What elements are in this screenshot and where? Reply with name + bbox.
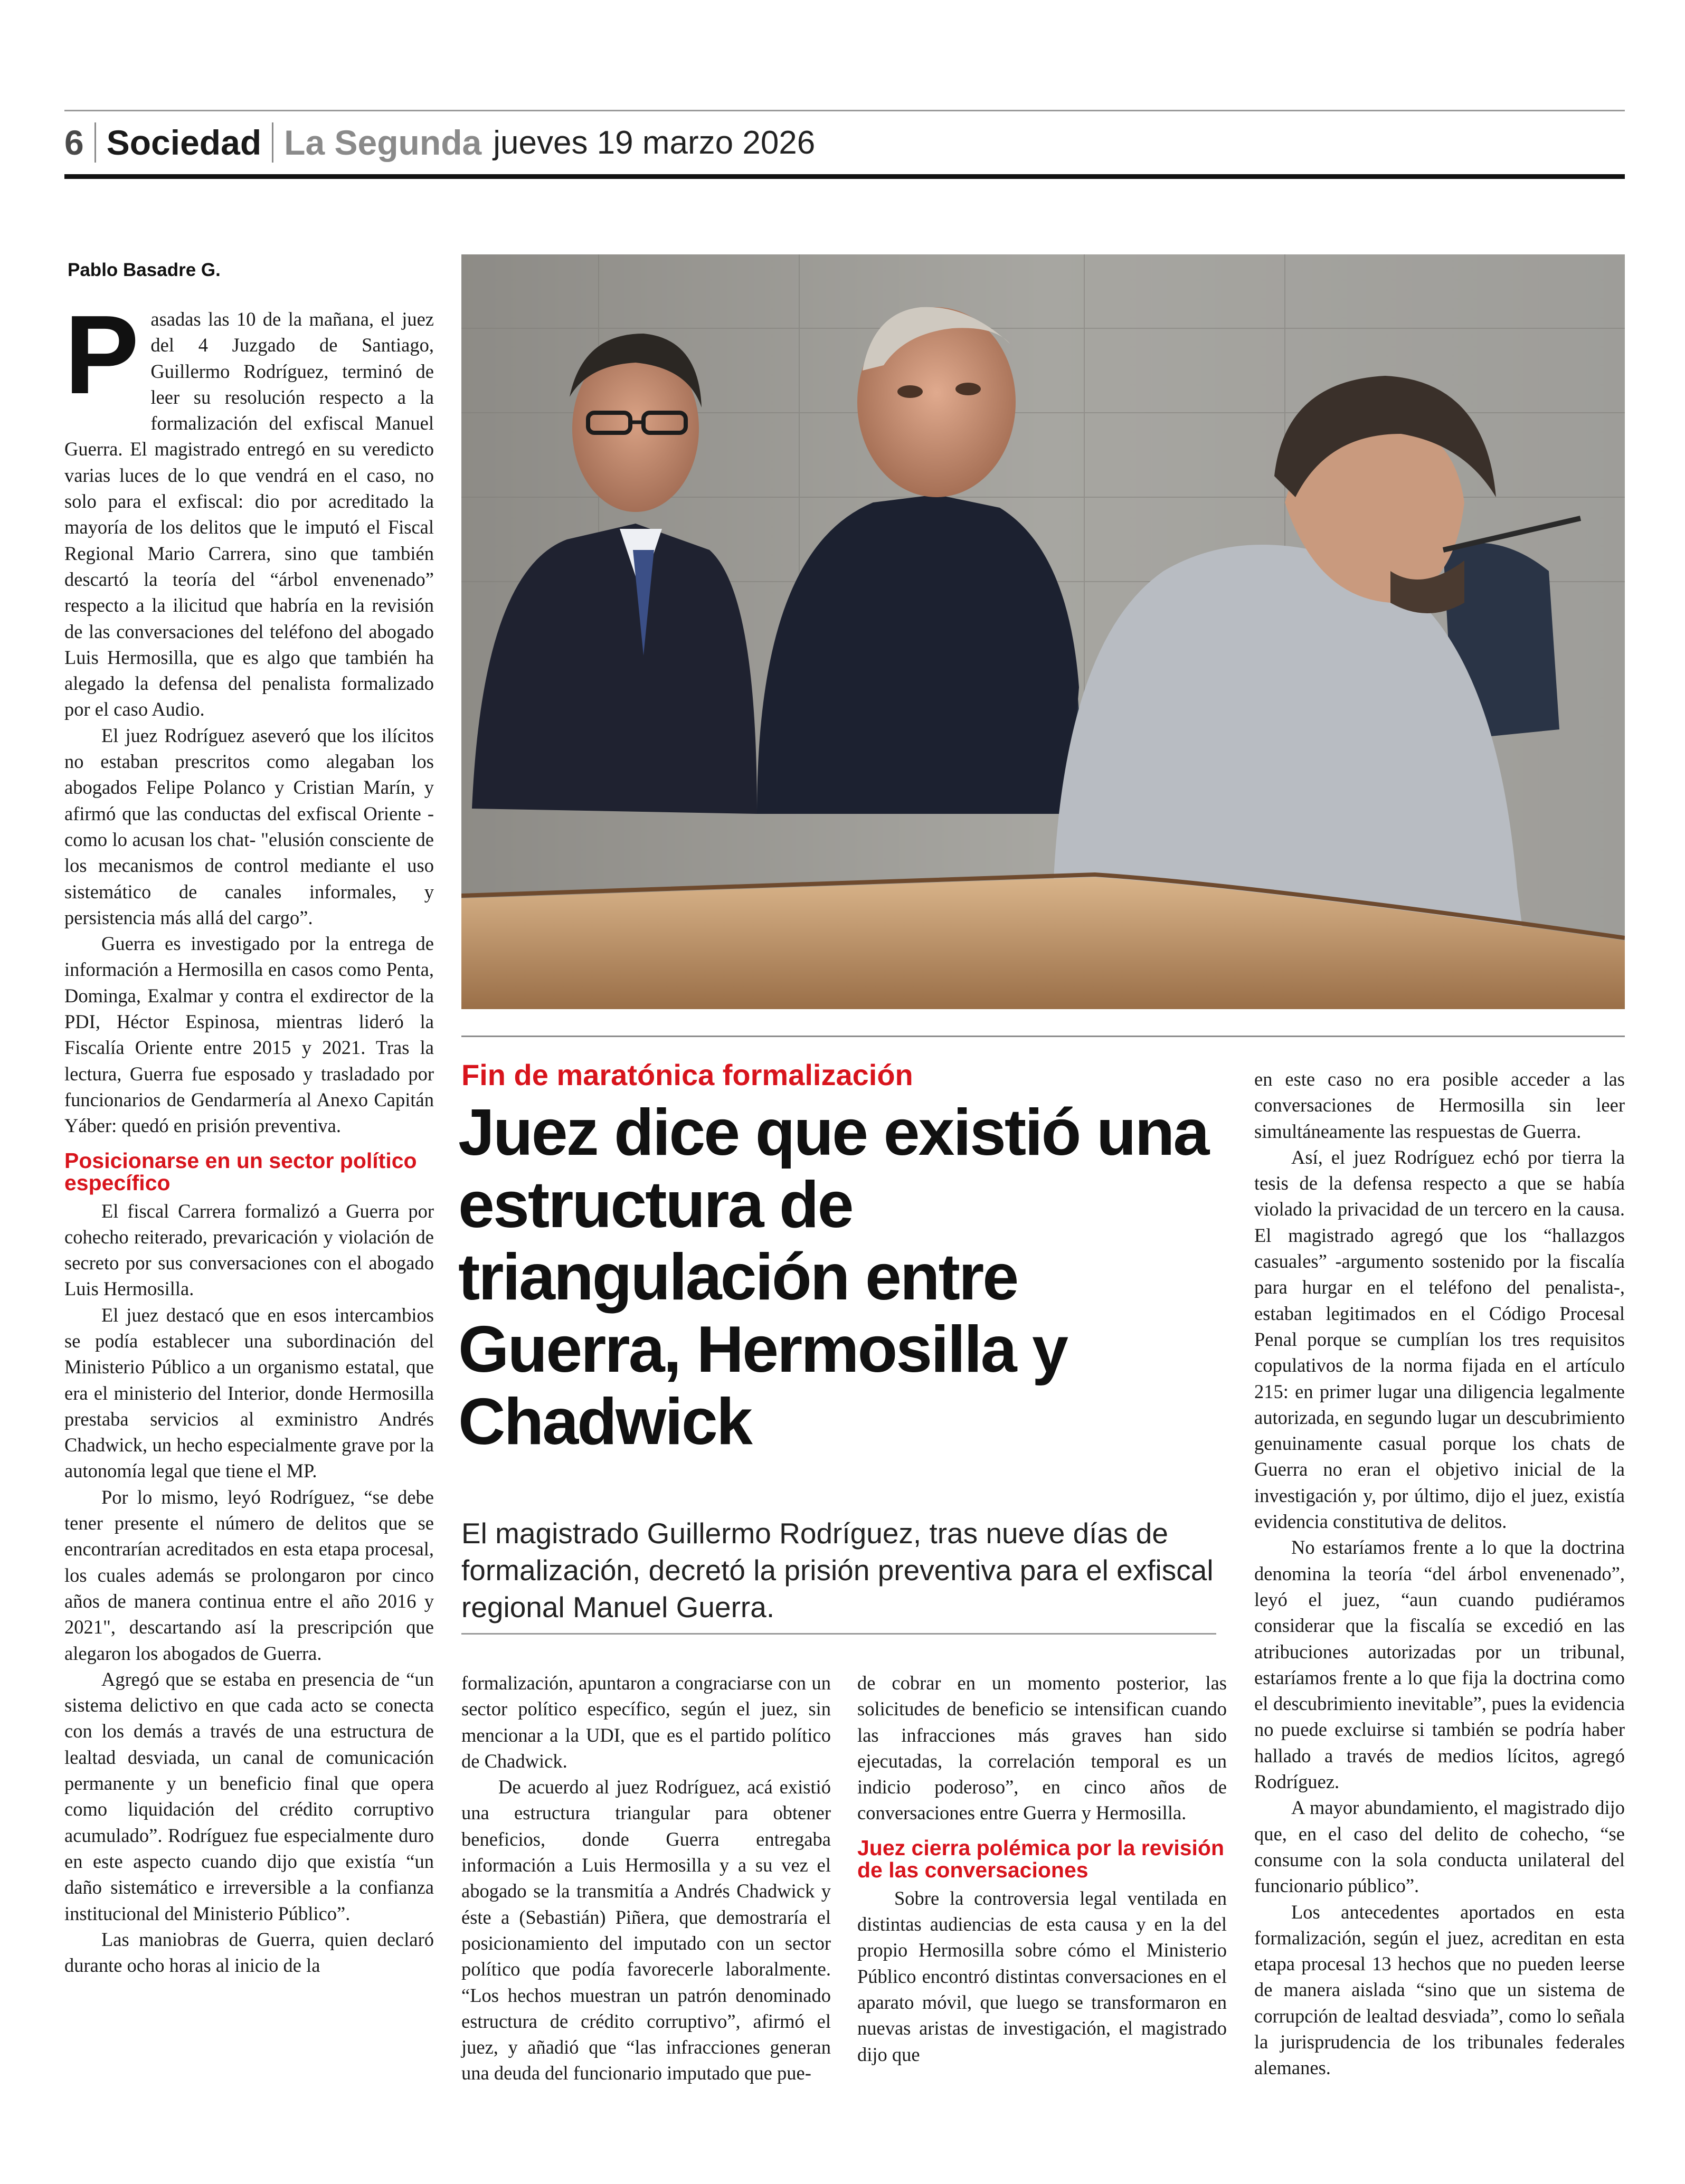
body-paragraph: formalización, apuntaron a congraciarse con un sector político específico, según el juez, sin mencionar a la UDI, que es el partido político de Chadwick. <box>461 1672 831 1772</box>
body-paragraph: De acuerdo al juez Rodríguez, acá existió una estructura triangular para obtener beneficios, donde Guerra entregaba información a Luis Hermosilla y a su vez el abogado se la transmitía a Andrés Chadwick y éste a (Sebastián) Piñera, que demostraría el posicionamiento del imputado con un sector político que podía favorecerle laboralmente. “Los hechos muestran un patrón denominado estructura de crédito corruptivo”, afirmó el juez, y añadió que “las infracciones generan una deuda del funcionario imputado que pue- <box>461 1776 831 2084</box>
newspaper-name: La Segunda <box>284 123 482 162</box>
body-paragraph: El juez destacó que en esos intercambios se podía establecer una subordinación del Ministerio Público a un organismo estatal, que era el ministerio del Interior, donde Hermosilla prestaba servicios al exministro Andrés Chadwick, un hecho especialmente grave por la autonomía legal que tiene el MP. <box>64 1304 434 1482</box>
deck-divider <box>461 1633 1216 1635</box>
body-paragraph: El fiscal Carrera formalizó a Guerra por cohecho reiterado, prevaricación y violación de secreto por sus conversaciones con el abogado Luis Hermosilla. <box>64 1200 434 1300</box>
body-paragraph: Sobre la controversia legal ventilada en distintas audiencias de esta causa y en la del propio Hermosilla sobre cómo el Ministerio Público encontró distintas conversaciones en el aparato móvil, que luego se transformaron en nuevas aristas de investigación, el magistrado dijo que <box>857 1887 1227 2065</box>
kicker: Fin de maratónica formalización <box>461 1058 913 1091</box>
header-bottom-rule <box>64 174 1625 179</box>
section-name: Sociedad <box>106 123 262 162</box>
body-paragraph: El juez Rodríguez aseveró que los ilícitos no estaban prescritos como alegaban los abogados Felipe Polanco y Cristian Marín, y afirmó que las conductas del exfiscal Oriente -como lo acusan los chat- "elusión consciente de los mecanismos de control mediante el uso sistemático de canales informales, y persistencia más allá del cargo”. <box>64 724 434 928</box>
page-header <box>64 117 815 168</box>
article-photo <box>461 254 1625 1009</box>
article-column-4 <box>1254 1066 1625 2081</box>
article-column-1 <box>64 292 434 1978</box>
body-paragraph: Guerra es investigado por la entrega de información a Hermosilla en casos como Penta, Dominga, Exalmar y contra el exdirector de la PDI, Héctor Espinosa, mientras lideró la Fiscalía Oriente entre 2015 y 2021. Tras la lectura, Guerra fue esposado y trasladado por funcionarios de Gendarmería al Anexo Capitán Yáber: quedó en prisión preventiva. <box>64 933 434 1137</box>
body-paragraph: en este caso no era posible acceder a las conversaciones de Hermosilla sin leer simultáneamente las respuestas de Guerra. <box>1254 1068 1625 1142</box>
header-divider <box>272 122 273 163</box>
article-column-2 <box>461 1670 831 2086</box>
page-number: 6 <box>64 123 84 162</box>
headline: Juez dice que existió una estructura de triangulación entre Guerra, Hermosilla y Chadwick <box>458 1096 1208 1458</box>
body-paragraph: Agregó que se estaba en presencia de “un sistema delictivo en que cada acto se conecta con los demás a través de una estructura de lealtad desviada, un canal de comunicación permanente y un beneficio final que opera como liquidación del crédito corruptivo acumulado”. Rodríguez fue especialmente duro en este aspecto cuando dijo que existía “un daño sistemático e irreversible a la confianza institucional del Ministerio Público”. <box>64 1668 434 1924</box>
body-paragraph: No estaríamos frente a lo que la doctrina denomina la teoría “del árbol envenenado”, leyó el juez, “aun cuando pudiéramos considerar que la fiscalía se excedió en las atribuciones autorizadas por un tribunal, estaríamos frente a lo que fija la doctrina como el descubrimiento inevitable”, pues la evidencia no puede excluirse si también se podría haber hallado a través de medios lícitos, agregó Rodríguez. <box>1254 1536 1625 1793</box>
body-paragraph: Los antecedentes aportados en esta formalización, según el juez, acreditan en esta etapa procesal 13 hechos que no pueden leerse de manera aislada “sino que un sistema de corrupción de lealtad desviada”, como lo señala la jurisprudencia de los tribunales federales alemanes. <box>1254 1901 1625 2079</box>
header-top-rule <box>64 110 1625 111</box>
deck: El magistrado Guillermo Rodríguez, tras nueve días de formalización, decretó la prisión preventiva para el exfiscal regional Manuel Guerra. <box>461 1517 1214 1623</box>
body-paragraph: A mayor abundamiento, el magistrado dijo que, en el caso del delito de cohecho, “se consume con la sola conducta unilateral del funcionario público”. <box>1254 1797 1625 1897</box>
issue-date: jueves 19 marzo 2026 <box>493 124 816 161</box>
photo-divider <box>461 1036 1625 1037</box>
body-paragraph: Las maniobras de Guerra, quien declaró durante ocho horas al inicio de la <box>64 1928 434 1977</box>
subheading: Juez cierra polémica por la revisión de las conversaciones <box>857 1835 1225 1882</box>
article-column-3 <box>857 1670 1227 2067</box>
body-paragraph: Así, el juez Rodríguez echó por tierra la tesis de la defensa respecto a que se había violado la privacidad de un tercero en la causa. El magistrado agregó que los “hallazgos casuales” -argumento sostenido por la fiscalía para hurgar en el teléfono del penalista-, estaban legitimados en el Código Procesal Penal porque se cumplían los tres requisitos copulativos de la norma fijada en el artículo 215: en primer lugar una diligencia legalmente autorizada, en segundo lugar un descubrimiento genuinamente casual porque los chats de Guerra no eran el objetivo inicial de la investigación y, por último, dijo el juez, existía evidencia constitutiva de delitos. <box>1254 1146 1625 1533</box>
lead-paragraph: Pasadas las 10 de la mañana, el juez del 4 Juzgado de Santiago, Guillermo Rodríguez, terminó de leer su resolución respecto a la formalización del exfiscal Manuel Guerra. El magistrado entregó en su veredicto varias luces de lo que vendrá en el caso, no solo para el exfiscal: dio por acreditado la mayoría de los delitos que le imputó el Fiscal Regional Mario Carrera, sino que también descartó la teoría del “árbol envenenado” respecto a la ilicitud que habría en la revisión de las conversaciones del teléfono del abogado Luis Hermosilla, que es algo que también ha alegado la defensa del penalista formalizado por el caso Audio. <box>64 292 434 720</box>
drop-cap: P <box>64 292 139 417</box>
body-paragraph: de cobrar en un momento posterior, las solicitudes de beneficio se intensifican cuando las infracciones más graves han sido ejecutadas, la correlación temporal es un indicio poderoso”, en cinco años de conversaciones entre Guerra y Hermosilla. <box>857 1672 1227 1824</box>
byline: Pablo Basadre G. <box>68 260 221 280</box>
header-divider <box>94 122 96 163</box>
subheading: Posicionarse en un sector político específico <box>64 1148 417 1195</box>
body-paragraph: Por lo mismo, leyó Rodríguez, “se debe tener presente el número de delitos que se encontrarían acreditados en esta etapa procesal, los cuales además se prolongaron por cinco años de manera continua entre el año 2016 y 2021", descartando así la prescripción que alegaron los abogados de Guerra. <box>64 1486 434 1664</box>
